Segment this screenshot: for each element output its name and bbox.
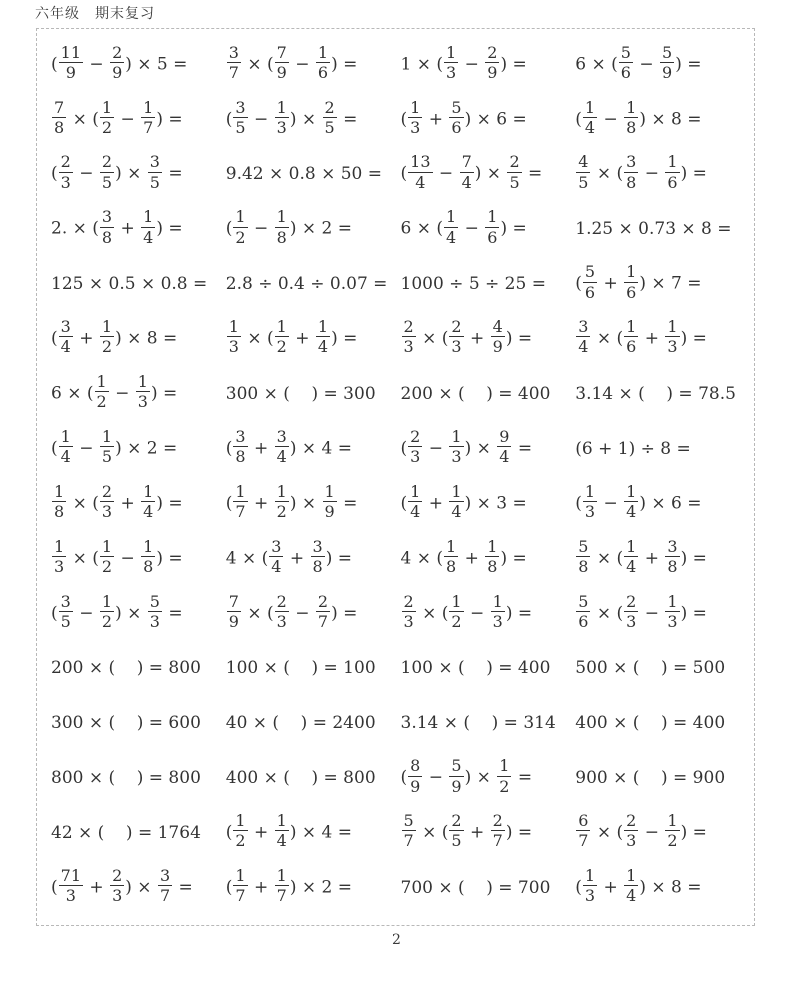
fraction: $\frac{7}{4}$	[461, 152, 472, 192]
fraction: $\frac{1}{3}$	[137, 372, 148, 412]
fraction: $\frac{3}{4}$	[578, 317, 589, 357]
fraction: $\frac{1}{3}$	[451, 426, 462, 467]
problem-cell: ( $\frac{1}{7}$ + $\frac{1}{7}$ ) × 2 =	[225, 866, 352, 906]
fraction: $\frac{1}{8}$	[276, 207, 287, 247]
fraction: $\frac{4}{5}$	[578, 152, 589, 192]
fraction: $\frac{2}{3}$	[101, 481, 113, 522]
fraction: $\frac{2}{5}$	[451, 811, 462, 851]
problem-cell: 42 × ( ) = 1764	[51, 822, 201, 843]
fraction: $\frac{1}{4}$	[410, 481, 421, 522]
problem-cell: 40 × ( ) = 2400	[225, 713, 376, 734]
problem-cell: ( $\frac{3}{8}$ + $\frac{3}{4}$ ) × 4 =	[225, 426, 352, 467]
problem-cell: $\frac{1}{3}$ × ( $\frac{1}{2}$ − $\frac{1}{8}$ ) =	[54, 536, 183, 576]
problem-cell: 200 × ( ) = 800	[51, 658, 201, 679]
fraction: $\frac{1}{2}$	[451, 591, 462, 631]
problem-cell: ( $\frac{13}{4}$ − $\frac{7}{4}$ ) × $\frac{2}{5}$ =	[400, 152, 543, 192]
fraction: $\frac{2}{7}$	[492, 811, 503, 851]
problem-cell: 400 × ( ) = 800	[225, 768, 376, 789]
problem-cell: 2.8 ÷ 0.4 ÷ 0.07 =	[225, 274, 388, 294]
fraction: $\frac{3}{4}$	[271, 536, 282, 576]
problem-cell: 200 × ( ) = 400	[400, 383, 551, 404]
problem-cell: ( $\frac{1}{7}$ + $\frac{1}{2}$ ) × $\frac{1}{9}$ =	[225, 481, 358, 522]
problem-cell: 700 × ( ) = 700	[400, 877, 551, 898]
fraction: $\frac{1}{3}$	[584, 481, 596, 522]
fraction: $\frac{1}{4}$	[143, 207, 154, 247]
fraction: $\frac{1}{8}$	[54, 481, 65, 522]
fraction: $\frac{1}{3}$	[228, 317, 239, 357]
fraction: $\frac{5}{6}$	[620, 42, 631, 82]
problem-cell: $\frac{1}{8}$ × ( $\frac{2}{3}$ + $\frac{1}{4}$ ) =	[54, 481, 183, 522]
problem-cell: (6 + 1) ÷ 8 =	[575, 438, 691, 459]
problem-cell: ( $\frac{2}{3}$ − $\frac{1}{3}$ ) × $\frac{9}{4}$ =	[400, 426, 533, 467]
fraction: $\frac{1}{7}$	[235, 481, 246, 522]
problem-cell: 900 × ( ) = 900	[575, 768, 726, 789]
fraction: $\frac{3}{5}$	[149, 152, 160, 192]
problem-cell: $\frac{7}{8}$ × ( $\frac{1}{2}$ − $\frac{1}{7}$ ) =	[54, 97, 183, 137]
problem-cell: 3.14 × ( ) = 314	[400, 713, 556, 734]
fraction: $\frac{1}{3}$	[584, 866, 596, 906]
fraction: $\frac{5}{3}$	[149, 591, 160, 631]
problem-cell: 125 × 0.5 × 0.8 =	[51, 274, 208, 294]
fraction: $\frac{1}{3}$	[54, 536, 65, 576]
fraction: $\frac{71}{3}$	[60, 866, 81, 906]
problem-cell: ( $\frac{8}{9}$ − $\frac{5}{9}$ ) × $\frac{1}{2}$ =	[400, 756, 533, 796]
problem-cell: 4 × ( $\frac{3}{4}$ + $\frac{3}{8}$ ) =	[225, 536, 352, 576]
fraction: $\frac{1}{2}$	[499, 756, 510, 796]
problem-cell: $\frac{2}{3}$ × ( $\frac{1}{2}$ − $\frac{1}{3}$ ) =	[403, 591, 533, 631]
fraction: $\frac{1}{7}$	[235, 866, 246, 906]
problem-cell: 6 × ( $\frac{1}{4}$ − $\frac{1}{6}$ ) =	[400, 207, 527, 247]
problem-cell: ( $\frac{3}{4}$ + $\frac{1}{2}$ ) × 8 =	[51, 317, 178, 357]
problem-cell: ( $\frac{1}{4}$ + $\frac{1}{4}$ ) × 3 =	[400, 481, 527, 522]
problem-cell: 2. × ( $\frac{3}{8}$ + $\frac{1}{4}$ ) =	[51, 207, 183, 247]
fraction: $\frac{1}{4}$	[626, 536, 637, 576]
fraction: $\frac{1}{2}$	[667, 811, 678, 851]
fraction: $\frac{3}{4}$	[276, 426, 287, 467]
fraction: $\frac{1}{2}$	[276, 317, 287, 357]
problem-cell: ( $\frac{2}{3}$ − $\frac{2}{5}$ ) × $\frac{3}{5}$ =	[51, 152, 183, 192]
problem-cell: 300 × ( ) = 600	[51, 713, 201, 734]
fraction: $\frac{1}{6}$	[487, 207, 498, 247]
problem-cell: $\frac{3}{7}$ × ( $\frac{7}{9}$ − $\frac{1}{6}$ ) =	[228, 42, 358, 82]
fraction: $\frac{7}{8}$	[54, 97, 65, 137]
fraction: $\frac{1}{8}$	[143, 536, 154, 576]
problem-cell: 300 × ( ) = 300	[225, 383, 376, 404]
problem-cell: ( $\frac{1}{3}$ − $\frac{1}{4}$ ) × 6 =	[575, 481, 702, 522]
fraction: $\frac{1}{2}$	[235, 811, 246, 851]
problem-cell: ( $\frac{3}{5}$ − $\frac{1}{3}$ ) × $\frac{2}{5}$ =	[225, 97, 358, 137]
fraction: $\frac{1}{8}$	[626, 97, 637, 137]
fraction: $\frac{1}{8}$	[446, 536, 457, 576]
problem-cell: 6 × ( $\frac{5}{6}$ − $\frac{5}{9}$ ) =	[575, 42, 702, 82]
fraction: $\frac{5}{6}$	[584, 262, 596, 302]
fraction: $\frac{2}{5}$	[101, 152, 113, 192]
fraction: $\frac{2}{3}$	[403, 317, 414, 357]
fraction: $\frac{3}{8}$	[667, 536, 678, 576]
fraction: $\frac{6}{7}$	[578, 811, 589, 851]
fraction: $\frac{2}{7}$	[317, 591, 329, 631]
fraction: $\frac{8}{9}$	[410, 756, 421, 796]
problem-cell: 100 × ( ) = 400	[400, 658, 551, 679]
problem-cell: 6 × ( $\frac{1}{2}$ − $\frac{1}{3}$ ) =	[51, 372, 178, 412]
worksheet-border	[36, 28, 755, 926]
page-title: 六年级 期末复习	[35, 7, 155, 22]
fraction: $\frac{2}{5}$	[509, 152, 520, 192]
problem-cell: 1000 ÷ 5 ÷ 25 =	[400, 274, 546, 294]
fraction: $\frac{3}{8}$	[312, 536, 323, 576]
fraction: $\frac{9}{4}$	[499, 426, 510, 467]
fraction: $\frac{1}{3}$	[667, 317, 678, 357]
problem-cell: 9.42 × 0.8 × 50 =	[225, 164, 383, 185]
problem-cell: 4 × ( $\frac{1}{8}$ + $\frac{1}{8}$ ) =	[400, 536, 527, 576]
problem-cell: ( $\frac{5}{6}$ + $\frac{1}{6}$ ) × 7 =	[575, 262, 702, 302]
problem-cell: $\frac{2}{3}$ × ( $\frac{2}{3}$ + $\frac{4}{9}$ ) =	[403, 317, 533, 357]
problem-cell: ( $\frac{1}{4}$ − $\frac{1}{5}$ ) × 2 =	[51, 426, 178, 467]
problem-cell: $\frac{6}{7}$ × ( $\frac{2}{3}$ − $\frac{1}{2}$ ) =	[578, 811, 707, 851]
fraction: $\frac{1}{4}$	[276, 811, 287, 851]
problem-cell: ( $\frac{1}{2}$ + $\frac{1}{4}$ ) × 4 =	[225, 811, 352, 851]
fraction: $\frac{1}{6}$	[667, 152, 678, 192]
fraction: $\frac{1}{2}$	[101, 591, 113, 631]
problem-cell: $\frac{5}{6}$ × ( $\frac{2}{3}$ − $\frac{1}{3}$ ) =	[578, 591, 707, 631]
fraction: $\frac{7}{9}$	[228, 591, 239, 631]
fraction: $\frac{3}{8}$	[626, 152, 637, 192]
fraction: $\frac{1}{4}$	[143, 481, 154, 522]
fraction: $\frac{2}{3}$	[626, 811, 637, 851]
problem-cell: 100 × ( ) = 100	[225, 658, 376, 679]
fraction: $\frac{5}{8}$	[578, 536, 589, 576]
fraction: $\frac{1}{2}$	[101, 317, 113, 357]
problem-cell: $\frac{7}{9}$ × ( $\frac{2}{3}$ − $\frac{2}{7}$ ) =	[228, 591, 358, 631]
fraction: $\frac{1}{3}$	[667, 591, 678, 631]
fraction: $\frac{2}{3}$	[451, 317, 462, 357]
fraction: $\frac{2}{3}$	[60, 152, 71, 192]
fraction: $\frac{1}{2}$	[235, 207, 246, 247]
fraction: $\frac{1}{2}$	[276, 481, 287, 522]
problem-cell: ( $\frac{3}{5}$ − $\frac{1}{2}$ ) × $\frac{5}{3}$ =	[51, 591, 183, 631]
fraction: $\frac{1}{6}$	[626, 317, 637, 357]
problem-cell: 3.14 × ( ) = 78.5	[575, 383, 736, 404]
problem-cell: ( $\frac{1}{3}$ + $\frac{5}{6}$ ) × 6 =	[400, 97, 527, 137]
fraction: $\frac{1}{3}$	[492, 591, 503, 631]
fraction: $\frac{2}{3}$	[276, 591, 287, 631]
problem-cell: $\frac{5}{7}$ × ( $\frac{2}{5}$ + $\frac{2}{7}$ ) =	[403, 811, 533, 851]
problem-cell: $\frac{4}{5}$ × ( $\frac{3}{8}$ − $\frac{1}{6}$ ) =	[578, 152, 707, 192]
fraction: $\frac{1}{8}$	[487, 536, 498, 576]
page-number: 2	[392, 932, 401, 948]
fraction: $\frac{1}{4}$	[446, 207, 457, 247]
fraction: $\frac{1}{4}$	[626, 481, 637, 522]
fraction: $\frac{1}{4}$	[584, 97, 596, 137]
fraction: $\frac{5}{7}$	[403, 811, 414, 851]
problem-cell: 800 × ( ) = 800	[51, 768, 201, 789]
fraction: $\frac{5}{6}$	[578, 591, 589, 631]
fraction: $\frac{2}{3}$	[403, 591, 414, 631]
fraction: $\frac{1}{3}$	[410, 97, 421, 137]
fraction: $\frac{3}{5}$	[235, 97, 246, 137]
fraction: $\frac{3}{8}$	[235, 426, 246, 467]
fraction: $\frac{2}{9}$	[112, 42, 123, 82]
fraction: $\frac{5}{6}$	[451, 97, 462, 137]
fraction: $\frac{5}{9}$	[662, 42, 673, 82]
fraction: $\frac{3}{4}$	[60, 317, 71, 357]
fraction: $\frac{2}{3}$	[410, 426, 421, 467]
fraction: $\frac{2}{3}$	[626, 591, 637, 631]
fraction: $\frac{1}{4}$	[451, 481, 462, 522]
problem-cell: ( $\frac{1}{3}$ + $\frac{1}{4}$ ) × 8 =	[575, 866, 702, 906]
problem-cell: 400 × ( ) = 400	[575, 713, 726, 734]
fraction: $\frac{13}{4}$	[410, 152, 431, 192]
problem-cell: $\frac{1}{3}$ × ( $\frac{1}{2}$ + $\frac{1}{4}$ ) =	[228, 317, 358, 357]
fraction: $\frac{1}{3}$	[446, 42, 457, 82]
fraction: $\frac{2}{3}$	[112, 866, 123, 906]
fraction: $\frac{1}{4}$	[60, 426, 71, 467]
fraction: $\frac{1}{6}$	[317, 42, 329, 82]
problems-grid	[37, 29, 754, 925]
fraction: $\frac{4}{9}$	[492, 317, 503, 357]
fraction: $\frac{1}{2}$	[101, 536, 113, 576]
fraction: $\frac{3}{5}$	[60, 591, 71, 631]
fraction: $\frac{1}{3}$	[276, 97, 287, 137]
problem-cell: ( $\frac{1}{2}$ − $\frac{1}{8}$ ) × 2 =	[225, 207, 352, 247]
fraction: $\frac{3}{7}$	[228, 42, 239, 82]
fraction: $\frac{1}{4}$	[317, 317, 329, 357]
fraction: $\frac{1}{6}$	[626, 262, 637, 302]
fraction: $\frac{7}{9}$	[276, 42, 287, 82]
fraction: $\frac{11}{9}$	[60, 42, 81, 82]
fraction: $\frac{1}{5}$	[101, 426, 113, 467]
fraction: $\frac{3}{8}$	[101, 207, 113, 247]
fraction: $\frac{2}{5}$	[324, 97, 335, 137]
fraction: $\frac{3}{7}$	[159, 866, 171, 906]
fraction: $\frac{1}{2}$	[101, 97, 113, 137]
problem-cell: 500 × ( ) = 500	[575, 658, 726, 679]
fraction: $\frac{1}{7}$	[276, 866, 287, 906]
problem-cell: 1.25 × 0.73 × 8 =	[575, 219, 732, 240]
problem-cell: $\frac{5}{8}$ × ( $\frac{1}{4}$ + $\frac{3}{8}$ ) =	[578, 536, 707, 576]
fraction: $\frac{2}{9}$	[487, 42, 498, 82]
fraction: $\frac{1}{4}$	[626, 866, 637, 906]
fraction: $\frac{1}{2}$	[96, 372, 107, 412]
problem-cell: ( $\frac{71}{3}$ + $\frac{2}{3}$ ) × $\frac{3}{7}$ =	[51, 866, 193, 906]
problem-cell: 1 × ( $\frac{1}{3}$ − $\frac{2}{9}$ ) =	[400, 42, 527, 82]
fraction: $\frac{1}{7}$	[143, 97, 154, 137]
fraction: $\frac{1}{9}$	[324, 481, 335, 522]
problem-cell: $\frac{3}{4}$ × ( $\frac{1}{6}$ + $\frac{1}{3}$ ) =	[578, 317, 707, 357]
fraction: $\frac{5}{9}$	[451, 756, 462, 796]
problem-cell: ( $\frac{11}{9}$ − $\frac{2}{9}$ ) × 5 =	[51, 42, 188, 82]
problem-cell: ( $\frac{1}{4}$ − $\frac{1}{8}$ ) × 8 =	[575, 97, 702, 137]
